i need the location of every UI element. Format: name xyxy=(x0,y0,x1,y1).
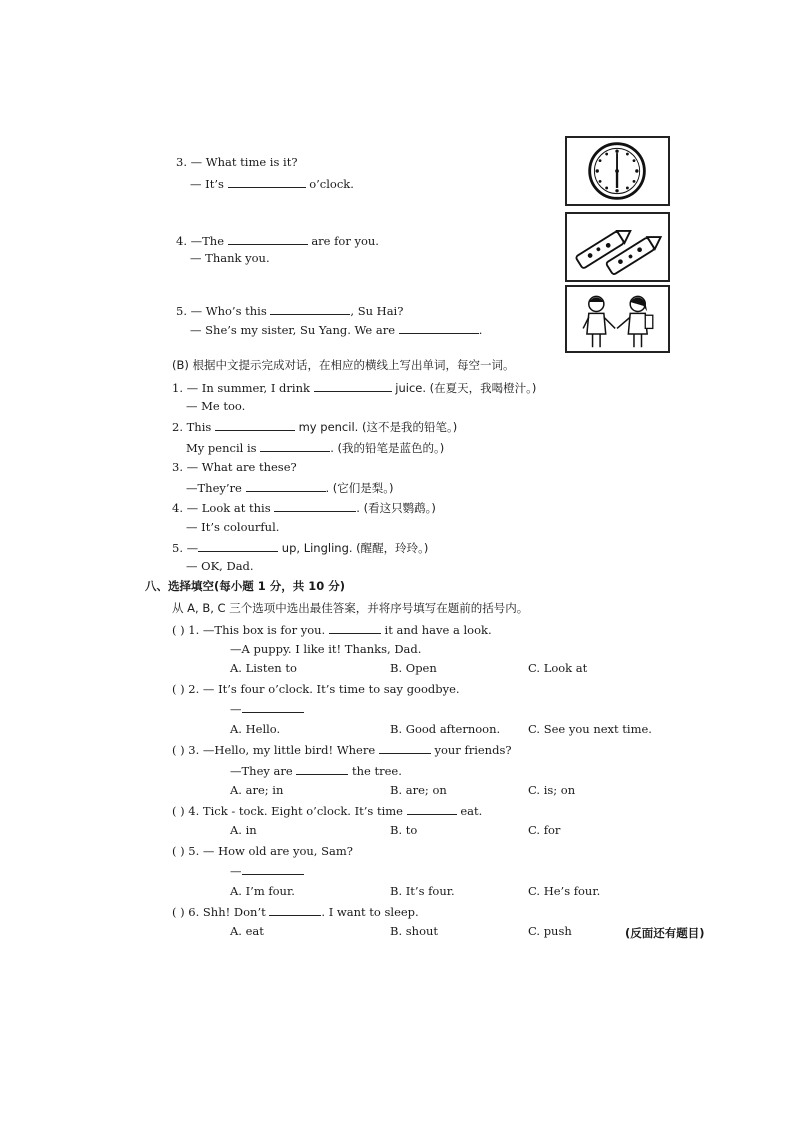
mc-q6-option-a[interactable]: A. eat xyxy=(230,924,264,938)
crayons-picture xyxy=(565,212,670,282)
answer-blank[interactable] xyxy=(260,440,330,452)
q4-line2: — Thank you. xyxy=(190,251,270,265)
mc-q2: ( ) 2. — It’s four o’clock. It’s time to say goodbye. xyxy=(172,682,460,696)
q3-line1: 3. — What time is it? xyxy=(176,155,298,169)
footer-note: (反面还有题目) xyxy=(625,926,705,940)
section8-instruction: 从 A, B, C 三个选项中选出最佳答案，并将序号填写在题前的括号内。 xyxy=(172,601,529,615)
b-q4-line2: — It’s colourful. xyxy=(186,520,280,534)
answer-blank[interactable] xyxy=(314,380,392,392)
mc-q1: ( ) 1. —This box is for you. it and have a look. xyxy=(172,623,492,637)
answer-paren[interactable]: ( ) xyxy=(172,623,185,637)
answer-paren[interactable]: ( ) xyxy=(172,905,185,919)
b-q2-line2: My pencil is . (我的铅笔是蓝色的。) xyxy=(186,441,445,455)
answer-paren[interactable]: ( ) xyxy=(172,804,185,818)
answer-paren[interactable]: ( ) xyxy=(172,844,185,858)
b-q1-line2: — Me too. xyxy=(186,399,246,413)
mc-q1-option-c[interactable]: C. Look at xyxy=(528,661,588,675)
mc-q6: ( ) 6. Shh! Don’t . I want to sleep. xyxy=(172,905,419,919)
mc-q2-option-b[interactable]: B. Good afternoon. xyxy=(390,722,501,736)
answer-blank[interactable] xyxy=(274,500,356,512)
answer-blank[interactable] xyxy=(270,303,350,315)
mc-q2-option-c[interactable]: C. See you next time. xyxy=(528,722,652,736)
mc-q3-option-b[interactable]: B. are; on xyxy=(390,783,447,797)
crayons-icon xyxy=(567,214,668,280)
b-q5-line2: — OK, Dad. xyxy=(186,559,254,573)
q4-line1: 4. —The are for you. xyxy=(176,234,379,248)
answer-blank[interactable] xyxy=(228,176,306,188)
answer-blank[interactable] xyxy=(246,480,326,492)
mc-q5-option-b[interactable]: B. It’s four. xyxy=(390,884,455,898)
answer-paren[interactable]: ( ) xyxy=(172,682,185,696)
answer-blank[interactable] xyxy=(228,233,308,245)
answer-blank[interactable] xyxy=(269,904,321,916)
answer-blank[interactable] xyxy=(329,622,381,634)
b-q3-line2: —They’re . (它们是梨。) xyxy=(186,481,394,495)
q5-line2: — She’s my sister, Su Yang. We are . xyxy=(190,323,483,337)
mc-q4-option-b[interactable]: B. to xyxy=(390,823,418,837)
answer-blank[interactable] xyxy=(399,322,479,334)
mc-q6-option-c[interactable]: C. push xyxy=(528,924,572,938)
b-q3-line1: 3. — What are these? xyxy=(172,460,297,474)
mc-q5-option-a[interactable]: A. I’m four. xyxy=(230,884,295,898)
answer-blank[interactable] xyxy=(215,419,295,431)
mc-q4: ( ) 4. Tick - tock. Eight o’clock. It’s time eat. xyxy=(172,804,483,818)
answer-blank[interactable] xyxy=(242,863,304,875)
sisters-picture xyxy=(565,285,670,353)
b-q5-line1: 5. — up, Lingling. (醒醒，玲玲。) xyxy=(172,541,429,555)
mc-q5-line2: — xyxy=(230,863,304,878)
mc-q3-line2: —They are the tree. xyxy=(230,764,402,778)
b-q4-line1: 4. — Look at this . (看这只鹦鹉。) xyxy=(172,501,436,515)
b-q1-line1: 1. — In summer, I drink juice. (在夏天，我喝橙汁。) xyxy=(172,381,537,395)
mc-q5: ( ) 5. — How old are you, Sam? xyxy=(172,844,353,858)
mc-q2-line2: — xyxy=(230,701,304,716)
mc-q1-option-b[interactable]: B. Open xyxy=(390,661,437,675)
answer-blank[interactable] xyxy=(379,742,431,754)
sisters-icon xyxy=(567,287,668,351)
mc-q6-option-b[interactable]: B. shout xyxy=(390,924,439,938)
mc-q3-option-c[interactable]: C. is; on xyxy=(528,783,576,797)
answer-blank[interactable] xyxy=(407,803,457,815)
mc-q4-option-c[interactable]: C. for xyxy=(528,823,561,837)
answer-paren[interactable]: ( ) xyxy=(172,743,185,757)
clock-picture xyxy=(565,136,670,206)
mc-q5-option-c[interactable]: C. He’s four. xyxy=(528,884,601,898)
part-b-heading: (B) 根据中文提示完成对话，在相应的横线上写出单词，每空一词。 xyxy=(172,358,515,372)
answer-blank[interactable] xyxy=(242,701,304,713)
mc-q3-option-a[interactable]: A. are; in xyxy=(230,783,284,797)
mc-q3: ( ) 3. —Hello, my little bird! Where your friends? xyxy=(172,743,512,757)
mc-q1-line2: —A puppy. I like it! Thanks, Dad. xyxy=(230,642,422,656)
q3-line2: — It’s o’clock. xyxy=(190,177,354,191)
answer-blank[interactable] xyxy=(296,763,348,775)
b-q2-line1: 2. This my pencil. (这不是我的铅笔。) xyxy=(172,420,458,434)
answer-blank[interactable] xyxy=(198,540,278,552)
mc-q2-option-a[interactable]: A. Hello. xyxy=(230,722,281,736)
mc-q1-option-a[interactable]: A. Listen to xyxy=(230,661,297,675)
q5-line1: 5. — Who’s this , Su Hai? xyxy=(176,304,404,318)
section8-heading: 八、选择填空(每小题 1 分，共 10 分) xyxy=(145,579,346,593)
mc-q4-option-a[interactable]: A. in xyxy=(230,823,257,837)
clock-icon xyxy=(567,138,668,204)
